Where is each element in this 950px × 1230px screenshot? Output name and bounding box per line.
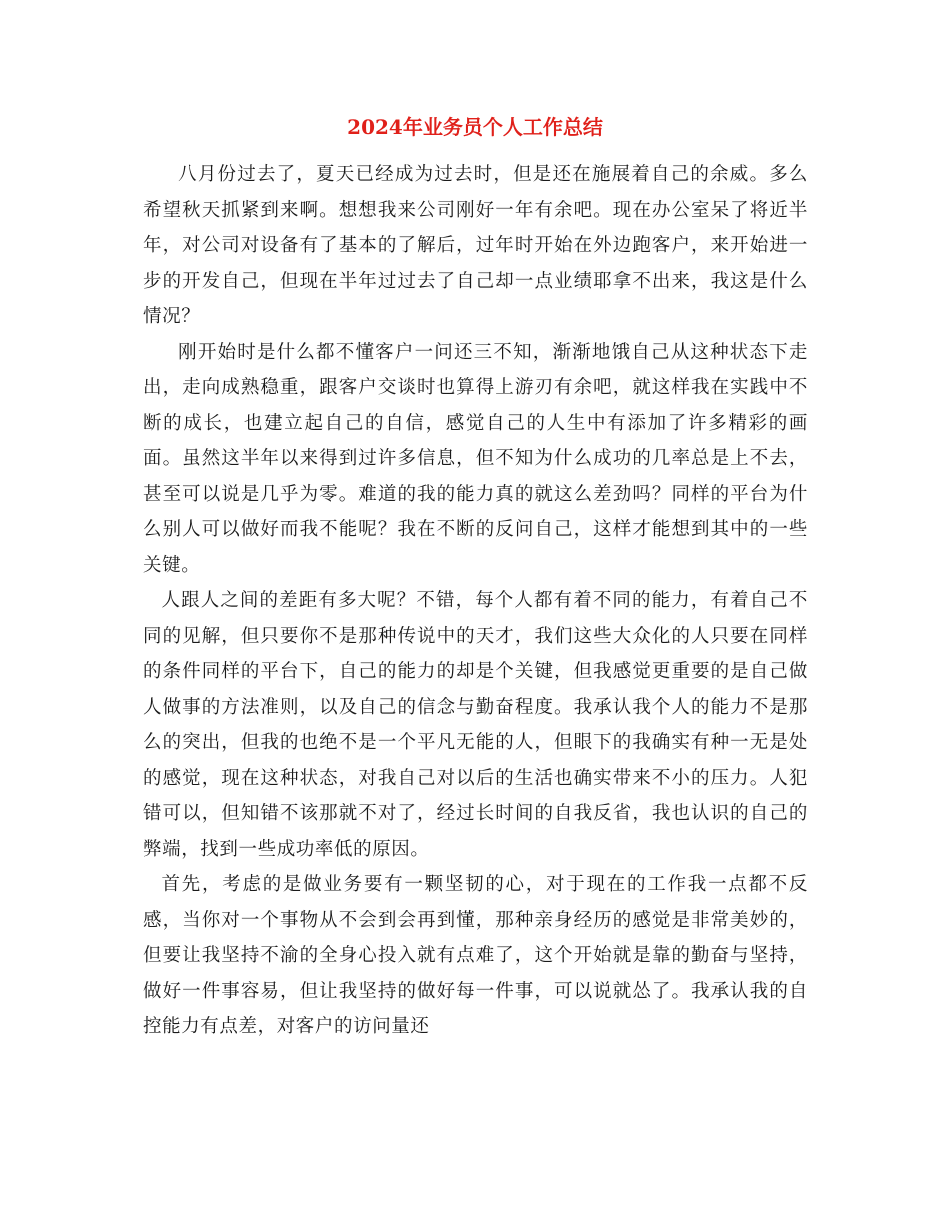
paragraph-4: 首先，考虑的是做业务要有一颗坚韧的心，对于现在的工作我一点都不反感，当你对一个事物从不会到会再到懂，那种亲身经历的感觉是非常美妙的，但要让我坚持不渝的全身心投入就有点难了，这个开始就是靠的勤奋与坚持，做好一件事容易，但让我坚持的做好每一件事，可以说就怂了。我承认我的自控能力有点差，对客户的访问量还 [143,874,808,1037]
paragraph-1: 八月份过去了，夏天已经成为过去时，但是还在施展着自己的余威。多么希望秋天抓紧到来啊。想想我来公司刚好一年有余吧。现在办公室呆了将近半年，对公司对设备有了基本的了解后，过年时开始在外边跑客户，来开始进一步的开发自己，但现在半年过过去了自己却一点业绩耶拿不出来，我这是什么情况？ [143,164,808,327]
paragraph-2: 刚开始时是什么都不懂客户一问还三不知，渐渐地饿自己从这种状态下走出，走向成熟稳重，跟客户交谈时也算得上游刃有余吧，就这样我在实践中不断的成长，也建立起自己的自信，感觉自己的人生中有添加了许多精彩的画面。虽然这半年以来得到过许多信息，但不知为什么成功的几率总是上不去，甚至可以说是几乎为零。难道的我的能力真的就这么差劲吗？同样的平台为什么别人可以做好而我不能呢？我在不断的反问自己，这样才能想到其中的一些关键。 [143,341,808,576]
paragraph-3: 人跟人之间的差距有多大呢？不错，每个人都有着不同的能力，有着自己不同的见解，但只要你不是那种传说中的天才，我们这些大众化的人只要在同样的条件同样的平台下，自己的能力的却是个关键，但我感觉更重要的是自己做人做事的方法准则，以及自己的信念与勤奋程度。我承认我个人的能力不是那么的突出，但我的也绝不是一个平凡无能的人，但眼下的我确实有种一无是处的感觉，现在这种状态，对我自己对以后的生活也确实带来不小的压力。人犯错可以，但知错不该那就不对了，经过长时间的自我反省，我也认识的自己的弊端，找到一些成功率低的原因。 [143,590,808,860]
document-body [143,157,808,1045]
document-title: 2024年业务员个人工作总结 [347,115,603,139]
